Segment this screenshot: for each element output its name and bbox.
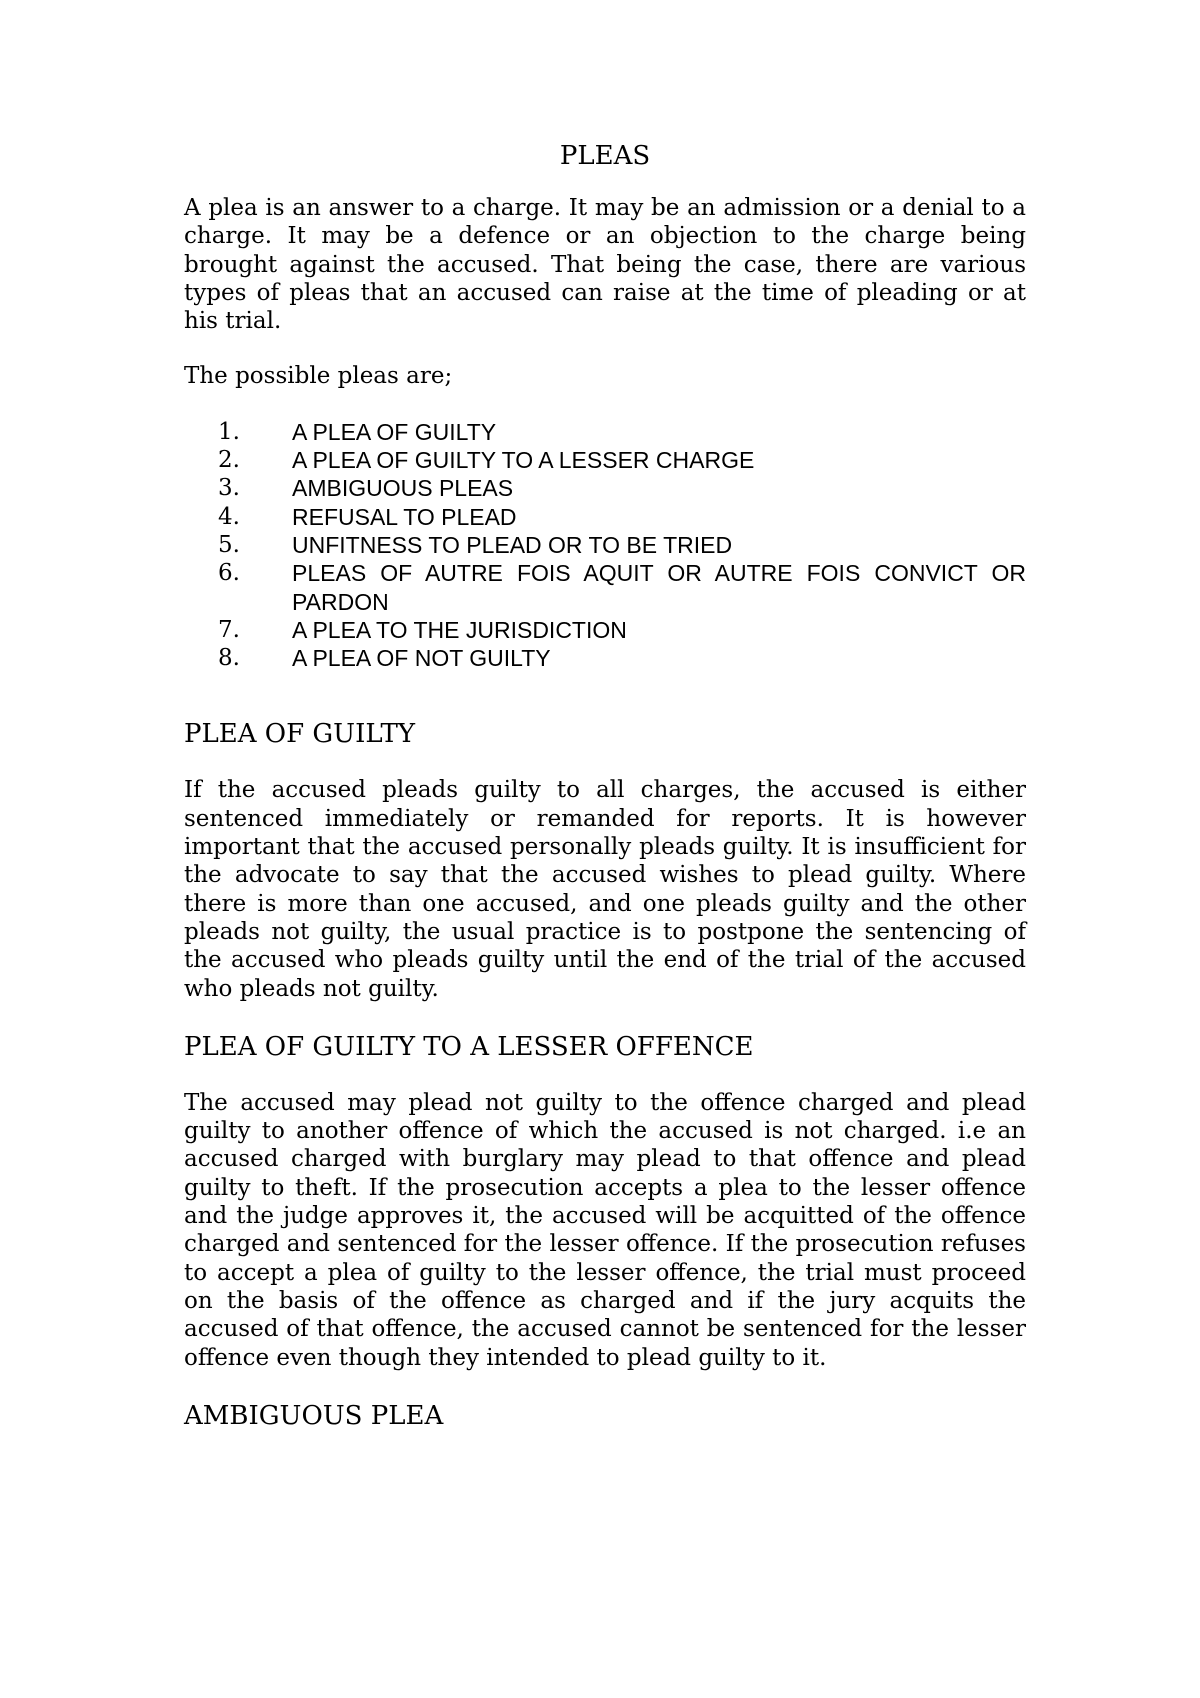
list-item-number: 1. <box>218 418 240 445</box>
list-item <box>184 616 1026 644</box>
pleas-list <box>184 418 1026 673</box>
section-body: If the accused pleads guilty to all charges, the accused is either sentenced immediately or remanded for reports. It is however important that the accused personally pleads guilty. It is insufficient for the advocate to say that the accused wishes to plead guilty. Where there is more than one accused, and one pleads guilty and the other pleads not guilty, the usual practice is to postpone the sentencing of the accused who pleads guilty until the end of the trial of the accused who pleads not guilty. <box>184 777 1026 1002</box>
list-item <box>184 503 1026 531</box>
list-item <box>184 531 1026 559</box>
list-item-text: A PLEA OF GUILTY TO A LESSER CHARGE <box>292 447 755 474</box>
document-page <box>184 140 1026 1458</box>
list-item-number: 4. <box>218 503 240 530</box>
list-item-number: 3. <box>218 475 240 502</box>
pleas-lead-in: The possible pleas are; <box>184 363 453 390</box>
list-item-text: A PLEA OF GUILTY <box>292 418 497 445</box>
list-item <box>184 446 1026 474</box>
section-heading: AMBIGUOUS PLEA <box>184 1400 444 1431</box>
list-item <box>184 474 1026 502</box>
section-body: The accused may plead not guilty to the offence charged and plead guilty to another offence of which the accused is not charged. i.e an accused charged with burglary may plead to that offence and plead guilty to theft. If the prosecution accepts a plea to the lesser offence and the judge approves it, the accused will be acquitted of the offence charged and sentenced for the lesser offence. If the prosecution refuses to accept a plea of guilty to the lesser offence, the trial must proceed on the basis of the offence as charged and if the jury acquits the accused of that offence, the accused cannot be sentenced for the lesser offence even though they intended to plead guilty to it. <box>184 1089 1026 1371</box>
list-item-number: 7. <box>218 616 240 643</box>
list-item <box>184 418 1026 446</box>
list-item-text: UNFITNESS TO PLEAD OR TO BE TRIED <box>292 531 733 558</box>
list-item-number: 8. <box>218 645 240 672</box>
list-item-text: PLEAS OF AUTRE FOIS AQUIT OR AUTRE FOIS CONVICT OR PARDON <box>292 560 1026 615</box>
list-item <box>184 559 1026 616</box>
list-item-text: REFUSAL TO PLEAD <box>292 503 517 530</box>
section-heading: PLEA OF GUILTY <box>184 719 416 750</box>
section-plea-of-guilty-lesser-offence <box>184 1031 1026 1372</box>
list-item <box>184 644 1026 672</box>
list-item-number: 6. <box>218 560 240 587</box>
list-item-text: A PLEA TO THE JURISDICTION <box>292 616 627 643</box>
list-item-number: 5. <box>218 531 240 558</box>
list-item-text: AMBIGUOUS PLEAS <box>292 475 514 502</box>
section-plea-of-guilty <box>184 718 1026 1002</box>
document-title: PLEAS <box>559 141 651 171</box>
list-item-text: A PLEA OF NOT GUILTY <box>292 645 551 672</box>
list-item-number: 2. <box>218 447 240 474</box>
intro-paragraph: A plea is an answer to a charge. It may be an admission or a denial to a charge. It may be a defence or an objection to the charge being brought against the accused. That being the case, there are various types of pleas that an accused can raise at the time of pleading or at his trial. <box>184 195 1026 335</box>
section-ambiguous-plea <box>184 1400 1026 1432</box>
section-heading: PLEA OF GUILTY TO A LESSER OFFENCE <box>184 1031 754 1062</box>
